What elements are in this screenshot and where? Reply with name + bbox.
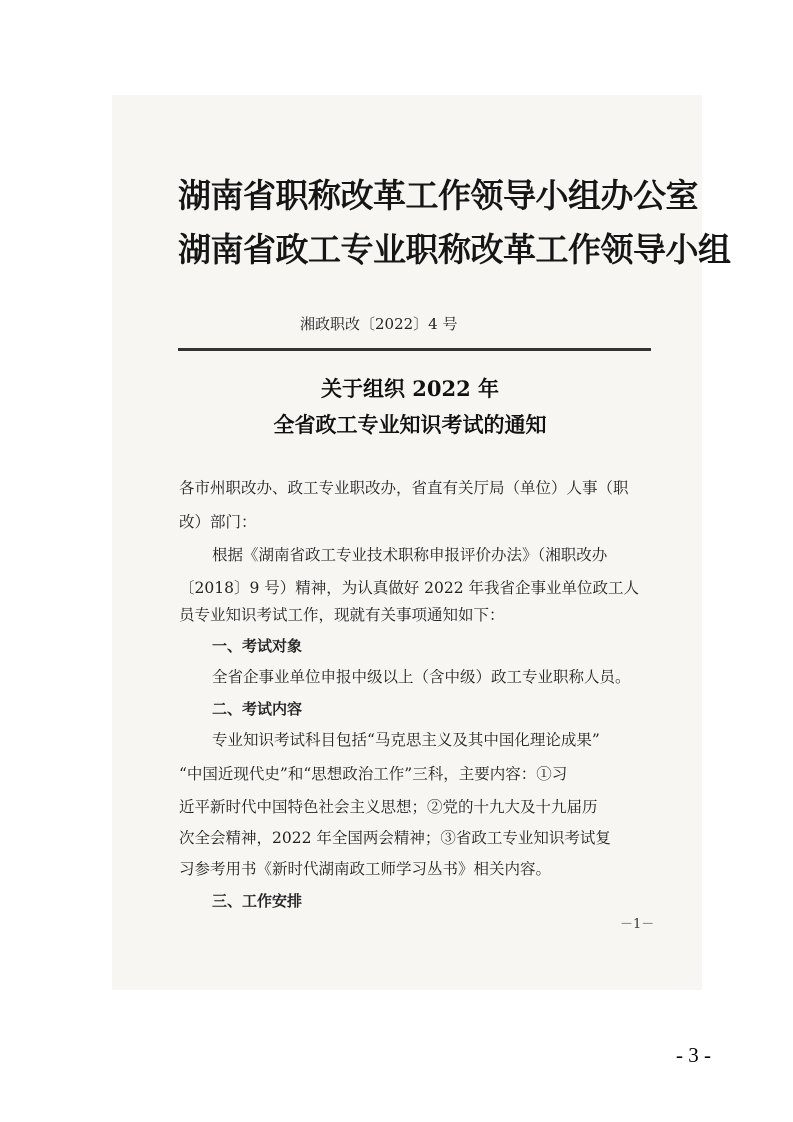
- notice-title-line-1: 关于组织 2022 年: [320, 376, 500, 401]
- page-number: - 3 -: [676, 1043, 711, 1067]
- document-number: 湘政职改〔2022〕4 号: [300, 315, 458, 333]
- section-heading-3: 三、工作安排: [212, 892, 303, 910]
- body-line: 近平新时代中国特色社会主义思想；②党的十九大及十九届历: [179, 798, 598, 816]
- body-line: 根据《湖南省政工专业技术职称申报评价办法》（湘职改办: [212, 546, 608, 564]
- section-heading-1: 一、考试对象: [212, 637, 303, 655]
- body-line: 习参考用书《新时代湖南政工师学习丛书》相关内容。: [179, 860, 552, 878]
- section-heading-2: 二、考试内容: [212, 700, 303, 718]
- body-line: 〔2018〕9 号）精神，为认真做好 2022 年我省企事业单位政工人: [179, 579, 640, 597]
- body-line: 全省企事业单位申报中级以上（含中级）政工专业职称人员。: [212, 668, 631, 686]
- body-line: 次全会精神，2022 年全国两会精神；③省政工专业知识考试复: [179, 829, 611, 847]
- addressee-line-2: 改）部门：: [179, 513, 257, 531]
- body-line: “中国近现代史”和“思想政治工作”三科，主要内容：①习: [179, 765, 568, 783]
- issuer-line-2: 湖南省政工专业职称改革工作领导小组: [178, 230, 731, 269]
- scan-page-number: －1－: [620, 917, 655, 932]
- issuer-line-1: 湖南省职称改革工作领导小组办公室: [178, 176, 698, 215]
- body-line: 专业知识考试科目包括“马克思主义及其中国化理论成果”: [212, 731, 600, 749]
- body-line: 员专业知识考试工作，现就有关事项通知如下：: [179, 606, 505, 624]
- header-divider: [178, 348, 651, 351]
- notice-title-line-2: 全省政工专业知识考试的通知: [273, 412, 547, 437]
- addressee-line-1: 各市州职改办、政工专业职改办，省直有关厅局（单位）人事（职: [179, 479, 629, 497]
